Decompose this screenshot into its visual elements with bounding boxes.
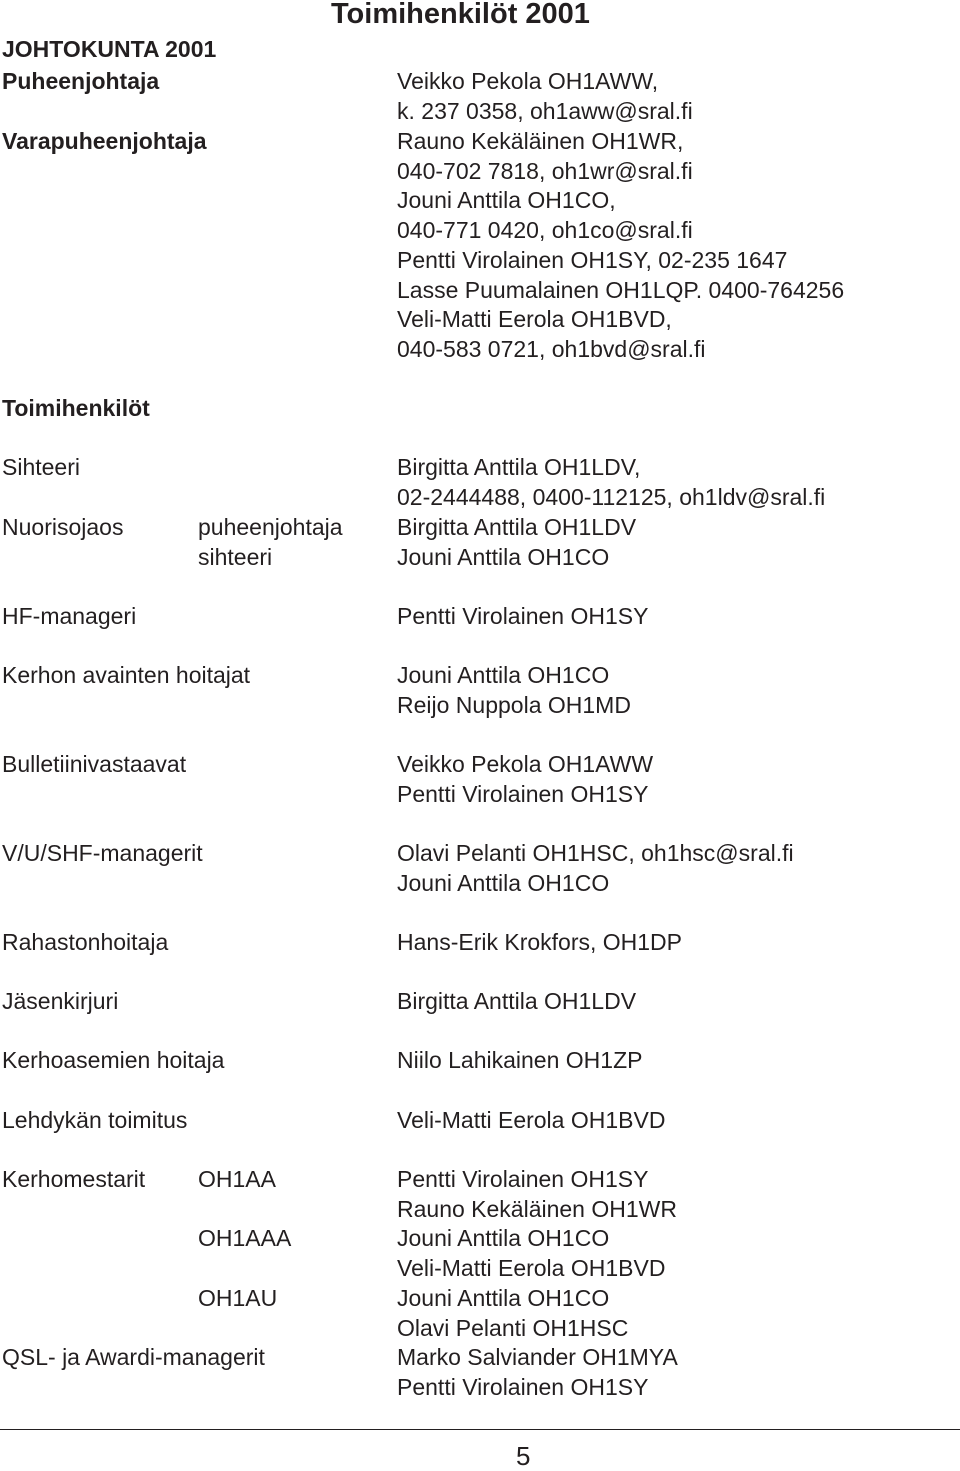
board-line: k. 237 0358, oh1aww@sral.fi <box>397 98 693 124</box>
board-line: Pentti Virolainen OH1SY, 02-235 1647 <box>397 247 788 273</box>
role-label: Kerhon avainten hoitajat <box>2 662 251 688</box>
officer-name: Jouni Anttila OH1CO <box>397 662 610 688</box>
officer-name: Olavi Pelanti OH1HSC, oh1hsc@sral.fi <box>397 840 794 866</box>
board-line: Jouni Anttila OH1CO, <box>397 187 616 213</box>
officer-name: Olavi Pelanti OH1HSC <box>397 1315 629 1341</box>
officer-name: Jouni Anttila OH1CO <box>397 870 610 896</box>
officer-name: Marko Salviander OH1MYA <box>397 1344 678 1370</box>
officer-name: Birgitta Anttila OH1LDV <box>397 514 637 540</box>
board-line: Veli-Matti Eerola OH1BVD, <box>397 306 672 332</box>
officer-name: Rauno Kekäläinen OH1WR <box>397 1196 677 1222</box>
officer-name: 02-2444488, 0400-112125, oh1ldv@sral.fi <box>397 484 826 510</box>
officer-name: Pentti Virolainen OH1SY <box>397 781 649 807</box>
role-label: Rahastonhoitaja <box>2 929 169 955</box>
officer-name: Jouni Anttila OH1CO <box>397 1225 610 1251</box>
officer-name: Jouni Anttila OH1CO <box>397 1285 610 1311</box>
board-line: 040-583 0721, oh1bvd@sral.fi <box>397 336 706 362</box>
role-label: Kerhoasemien hoitaja <box>2 1047 225 1073</box>
board-line: Lasse Puumalainen OH1LQP. 0400-764256 <box>397 277 845 303</box>
page-title: Toimihenkilöt 2001 <box>331 0 590 30</box>
role-label: Nuorisojaos <box>2 514 124 540</box>
officer-name: Veli-Matti Eerola OH1BVD <box>397 1255 666 1281</box>
officer-name: Veikko Pekola OH1AWW <box>397 751 654 777</box>
officer-name: Pentti Virolainen OH1SY <box>397 1166 649 1192</box>
board-chair-label: Puheenjohtaja <box>2 68 160 94</box>
role-label: Jäsenkirjuri <box>2 988 119 1014</box>
role-label: Kerhomestarit <box>2 1166 146 1192</box>
officers-heading: Toimihenkilöt <box>2 395 150 421</box>
officer-name: Niilo Lahikainen OH1ZP <box>397 1047 643 1073</box>
board-vice-chair-label: Varapuheenjohtaja <box>2 128 207 154</box>
officer-name: Reijo Nuppola OH1MD <box>397 692 631 718</box>
officer-name: Jouni Anttila OH1CO <box>397 544 610 570</box>
board-line: Veikko Pekola OH1AWW, <box>397 68 659 94</box>
subrole-label: sihteeri <box>198 544 273 570</box>
officer-name: Pentti Virolainen OH1SY <box>397 1374 649 1400</box>
board-line: 040-771 0420, oh1co@sral.fi <box>397 217 693 243</box>
role-label: Sihteeri <box>2 454 80 480</box>
board-line: Rauno Kekäläinen OH1WR, <box>397 128 684 154</box>
officer-name: Birgitta Anttila OH1LDV, <box>397 454 641 480</box>
subrole-label: puheenjohtaja <box>198 514 343 540</box>
page-number: 5 <box>516 1441 531 1471</box>
subrole-label: OH1AAA <box>198 1225 292 1251</box>
role-label: QSL- ja Awardi-managerit <box>2 1344 265 1370</box>
role-label: V/U/SHF-managerit <box>2 840 203 866</box>
officer-name: Pentti Virolainen OH1SY <box>397 603 649 629</box>
officer-name: Birgitta Anttila OH1LDV <box>397 988 637 1014</box>
footer-rule <box>0 1429 960 1430</box>
subrole-label: OH1AU <box>198 1285 278 1311</box>
officer-name: Veli-Matti Eerola OH1BVD <box>397 1107 666 1133</box>
officer-name: Hans-Erik Krokfors, OH1DP <box>397 929 683 955</box>
role-label: Lehdykän toimitus <box>2 1107 188 1133</box>
board-line: 040-702 7818, oh1wr@sral.fi <box>397 158 693 184</box>
subrole-label: OH1AA <box>198 1166 276 1192</box>
board-heading: JOHTOKUNTA 2001 <box>2 36 217 62</box>
role-label: Bulletiinivastaavat <box>2 751 187 777</box>
role-label: HF-manageri <box>2 603 137 629</box>
